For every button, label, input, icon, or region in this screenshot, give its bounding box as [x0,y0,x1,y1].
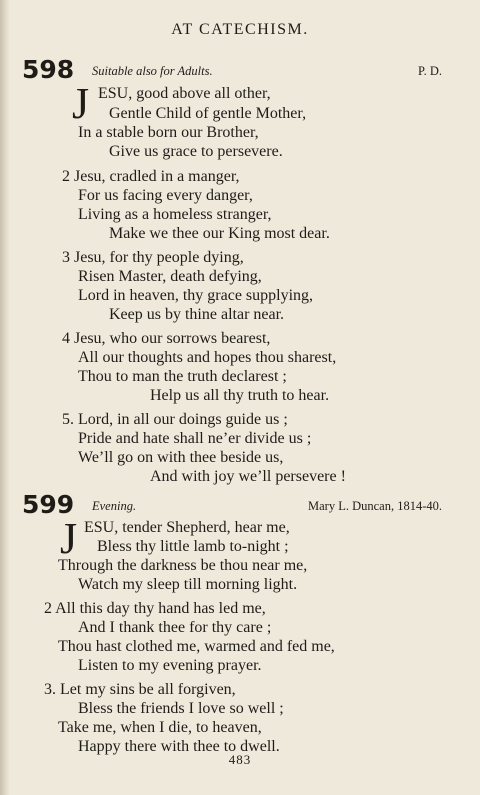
verse-line: Make we thee our King most dear. [109,225,330,242]
verse-line: We’ll go on with thee beside us, [78,449,284,466]
verse-line: Gentle Child of gentle Mother, [109,105,307,122]
verse-line: Lord in heaven, thy grace supplying, [78,287,314,304]
verse-line: Pride and hate shall ne’er divide us ; [78,430,312,447]
verse-line: And with joy we’ll persevere ! [150,468,346,485]
verse-line: Thou to man the truth declarest ; [78,368,287,385]
verse-line: 3 Jesu, for thy people dying, [62,249,244,266]
verse-line: Give us grace to persevere. [109,143,283,160]
hymn-author: Mary L. Duncan, 1814-40. [308,499,442,513]
verse-line: Bless thy little lamb to-night ; [97,538,289,555]
verse-line: ESU, good above all other, [98,85,271,102]
verse-line: 5. Lord, in all our doings guide us ; [62,411,288,428]
hymn-note: Suitable also for Adults. [92,64,213,78]
hymn-number: 598 [22,55,75,84]
verse-line: Thou hast clothed me, warmed and fed me, [58,638,335,655]
verse-line: Living as a homeless stranger, [78,206,272,223]
verse-line: Watch my sleep till morning light. [78,576,298,593]
page-number: 483 [228,752,252,767]
verse-line: Happy there with thee to dwell. [78,738,280,755]
verse-line: 2 All this day thy hand has led me, [44,600,266,617]
hymn-599-heading [22,490,442,520]
drop-cap: J [60,514,78,563]
verse-line: All our thoughts and hopes thou sharest, [78,349,337,366]
verse-line: For us facing every danger, [78,187,253,204]
verse-line: Risen Master, death defying, [78,268,262,285]
verse-line: And I thank thee for thy care ; [78,619,272,636]
verse-line: Listen to my evening prayer. [78,657,262,674]
verse-line: ESU, tender Shepherd, hear me, [84,519,290,536]
verse-line: Keep us by thine altar near. [109,306,285,323]
page-binding-edge [0,0,10,795]
verse-line: Help us all thy truth to hear. [150,387,330,404]
page-header: AT CATECHISM. [171,21,309,38]
verse-line: In a stable born our Brother, [78,124,259,141]
verse-line: Bless the friends I love so well ; [78,700,284,717]
verse-line: 2 Jesu, cradled in a manger, [62,168,240,185]
verse-line: 4 Jesu, who our sorrows bearest, [62,330,271,347]
verse-line: Through the darkness be thou near me, [58,557,308,574]
drop-cap: J [72,79,90,128]
verse-line: Take me, when I die, to heaven, [58,719,262,736]
hymn-author: P. D. [418,64,442,78]
hymn-number: 599 [22,490,75,519]
verse-line: 3. Let my sins be all forgiven, [44,681,236,698]
hymn-note: Evening. [92,499,137,513]
